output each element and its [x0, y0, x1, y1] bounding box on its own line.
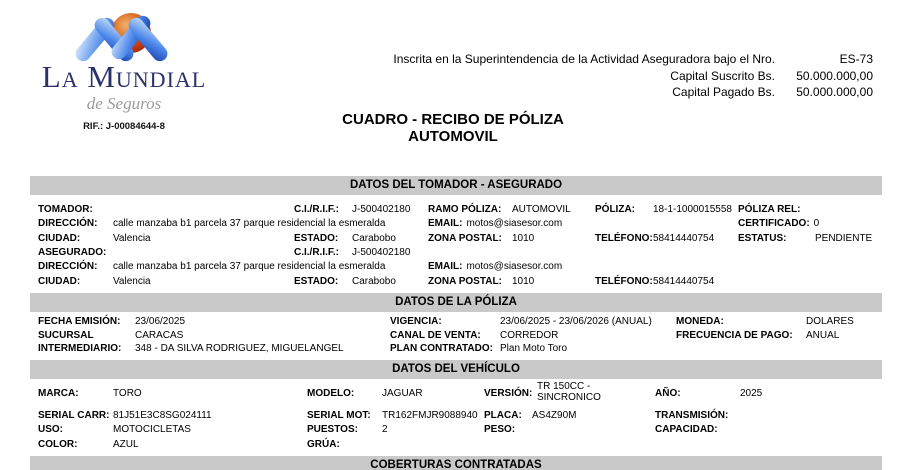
fecha-emision-value: 23/06/2025 [135, 316, 186, 327]
section-header-coberturas: COBERTURAS CONTRATADAS [30, 456, 882, 470]
serial-mot-value: TR162FMJR9088940 [382, 410, 478, 421]
ciudad-value-2: Valencia [113, 276, 151, 287]
estado-value-2: Carabobo [352, 276, 396, 287]
intermediario-value: 348 - DA SILVA RODRIGUEZ, MIGUELANGEL [135, 343, 344, 354]
puestos-label: PUESTOS: [307, 424, 358, 435]
estatus-label: ESTATUS: [738, 233, 787, 244]
marca-label: MARCA: [38, 388, 79, 399]
inscrita-value: ES-73 [839, 52, 873, 66]
email-value: motos@siasesor.com [466, 218, 563, 229]
color-value: AZUL [113, 439, 139, 450]
certificado-value: 0 [813, 218, 820, 229]
vigencia-label: VIGENCIA: [390, 316, 442, 327]
uso-value: MOTOCICLETAS [113, 424, 191, 435]
asegurado-label: ASEGURADO: [38, 247, 107, 258]
plan-contratado-label: PLAN CONTRATADO: [390, 343, 493, 354]
brand-wordmark: La Mundial [41, 59, 207, 94]
tomador-label: TOMADOR: [38, 204, 93, 215]
modelo-label: MODELO: [307, 388, 355, 399]
estado-label: ESTADO: [294, 233, 339, 244]
canal-venta-label: CANAL DE VENTA: [390, 330, 481, 341]
poliza-rel-label: PÓLIZA REL: [738, 204, 801, 215]
moneda-value: DOLARES [806, 316, 854, 327]
section-header-poliza: DATOS DE LA PÓLIZA [30, 293, 882, 312]
telefono-value: 58414440754 [653, 233, 715, 244]
cirif-value: J-500402180 [352, 204, 411, 215]
zona-postal-value: 1010 [512, 233, 535, 244]
document-title-line1: CUADRO - RECIBO DE PÓLIZA [342, 111, 564, 128]
capital-pagado-label: Capital Pagado Bs. [672, 85, 775, 99]
uso-label: USO: [38, 424, 63, 435]
plan-contratado-value: Plan Moto Toro [500, 343, 568, 354]
email-label-2: EMAIL: [428, 261, 463, 272]
ramo-poliza-value: AUTOMOVIL [512, 204, 571, 215]
ano-value: 2025 [740, 388, 763, 399]
telefono-label: TELÉFONO: [595, 233, 653, 244]
estatus-value: PENDIENTE [815, 233, 873, 244]
direccion-value-2: calle manzaba b1 parcela 37 parque residencial la esmeralda [113, 261, 386, 272]
ciudad-label: CIUDAD: [38, 233, 81, 244]
brand-rif: RIF.: J-00084644-8 [83, 121, 165, 132]
inscrita-label: Inscrita en la Superintendencia de la Actividad Aseguradora bajo el Nro. [393, 52, 775, 66]
email-field [428, 218, 562, 229]
vigencia-value: 23/06/2025 - 23/06/2026 (ANUAL) [500, 316, 652, 327]
zona-postal-label: ZONA POSTAL: [428, 233, 502, 244]
version-value: TR 150CC - SINCRONICO [537, 381, 601, 403]
poliza-value: 18-1-1000015558 [653, 204, 732, 215]
telefono-value-2: 58414440754 [653, 276, 715, 287]
intermediario-label: INTERMEDIARIO: [38, 343, 122, 354]
estado-label-2: ESTADO: [294, 276, 339, 287]
poliza-label: PÓLIZA: [595, 204, 635, 215]
frecuencia-pago-value: ANUAL [806, 330, 840, 341]
capital-pagado-value: 50.000.000,00 [796, 85, 873, 99]
estado-value: Carabobo [352, 233, 396, 244]
email-label: EMAIL: [428, 218, 463, 229]
document-title-line2: AUTOMOVIL [408, 128, 498, 145]
section-header-tomador: DATOS DEL TOMADOR - ASEGURADO [30, 176, 882, 195]
capital-suscrito-label: Capital Suscrito Bs. [670, 69, 775, 83]
zona-postal-label-2: ZONA POSTAL: [428, 276, 502, 287]
zona-postal-value-2: 1010 [512, 276, 535, 287]
canal-venta-value: CORREDOR [500, 330, 559, 341]
telefono-label-2: TELÉFONO: [595, 276, 653, 287]
certificado-field [738, 218, 819, 229]
serial-mot-label: SERIAL MOT: [307, 410, 371, 421]
brand-tagline: de Seguros [86, 94, 162, 113]
sucursal-label: SUCURSAL [38, 330, 94, 341]
modelo-value: JAGUAR [382, 388, 423, 399]
email-field-2 [428, 261, 562, 272]
ciudad-value: Valencia [113, 233, 151, 244]
transmision-label: TRANSMISIÓN: [655, 410, 729, 421]
capital-suscrito-value: 50.000.000,00 [796, 69, 873, 83]
moneda-label: MONEDA: [676, 316, 724, 327]
email-value-2: motos@siasesor.com [466, 261, 563, 272]
color-label: COLOR: [38, 439, 78, 450]
peso-label: PESO: [484, 424, 516, 435]
serial-carr-label: SERIAL CARR: [38, 410, 110, 421]
cirif-value-2: J-500402180 [352, 247, 411, 258]
sucursal-value: CARACAS [135, 330, 184, 341]
fecha-emision-label: FECHA EMISIÓN: [38, 316, 121, 327]
section-header-vehiculo: DATOS DEL VEHÍCULO [30, 360, 882, 379]
puestos-value: 2 [382, 424, 388, 435]
certificado-label: CERTIFICADO: [738, 218, 810, 229]
capacidad-label: CAPACIDAD: [655, 424, 718, 435]
serial-carr-value: 81J51E3C8SG024111 [113, 410, 212, 421]
ramo-poliza-label: RAMO PÓLIZA: [428, 204, 502, 215]
placa-label: PLACA: [484, 410, 522, 421]
cirif-label: C.I./R.I.F.: [294, 204, 339, 215]
grua-label: GRÚA: [307, 439, 340, 450]
direccion-value: calle manzaba b1 parcela 37 parque residencial la esmeralda [113, 218, 386, 229]
direccion-label-2: DIRECCIÓN: [38, 261, 98, 272]
version-label: VERSIÓN: [484, 388, 533, 399]
frecuencia-pago-label: FRECUENCIA DE PAGO: [676, 330, 793, 341]
ano-label: AÑO: [655, 388, 681, 399]
placa-value: AS4Z90M [532, 410, 577, 421]
ciudad-label-2: CIUDAD: [38, 276, 81, 287]
cirif-label-2: C.I./R.I.F.: [294, 247, 339, 258]
marca-value: TORO [113, 388, 142, 399]
direccion-label: DIRECCIÓN: [38, 218, 98, 229]
